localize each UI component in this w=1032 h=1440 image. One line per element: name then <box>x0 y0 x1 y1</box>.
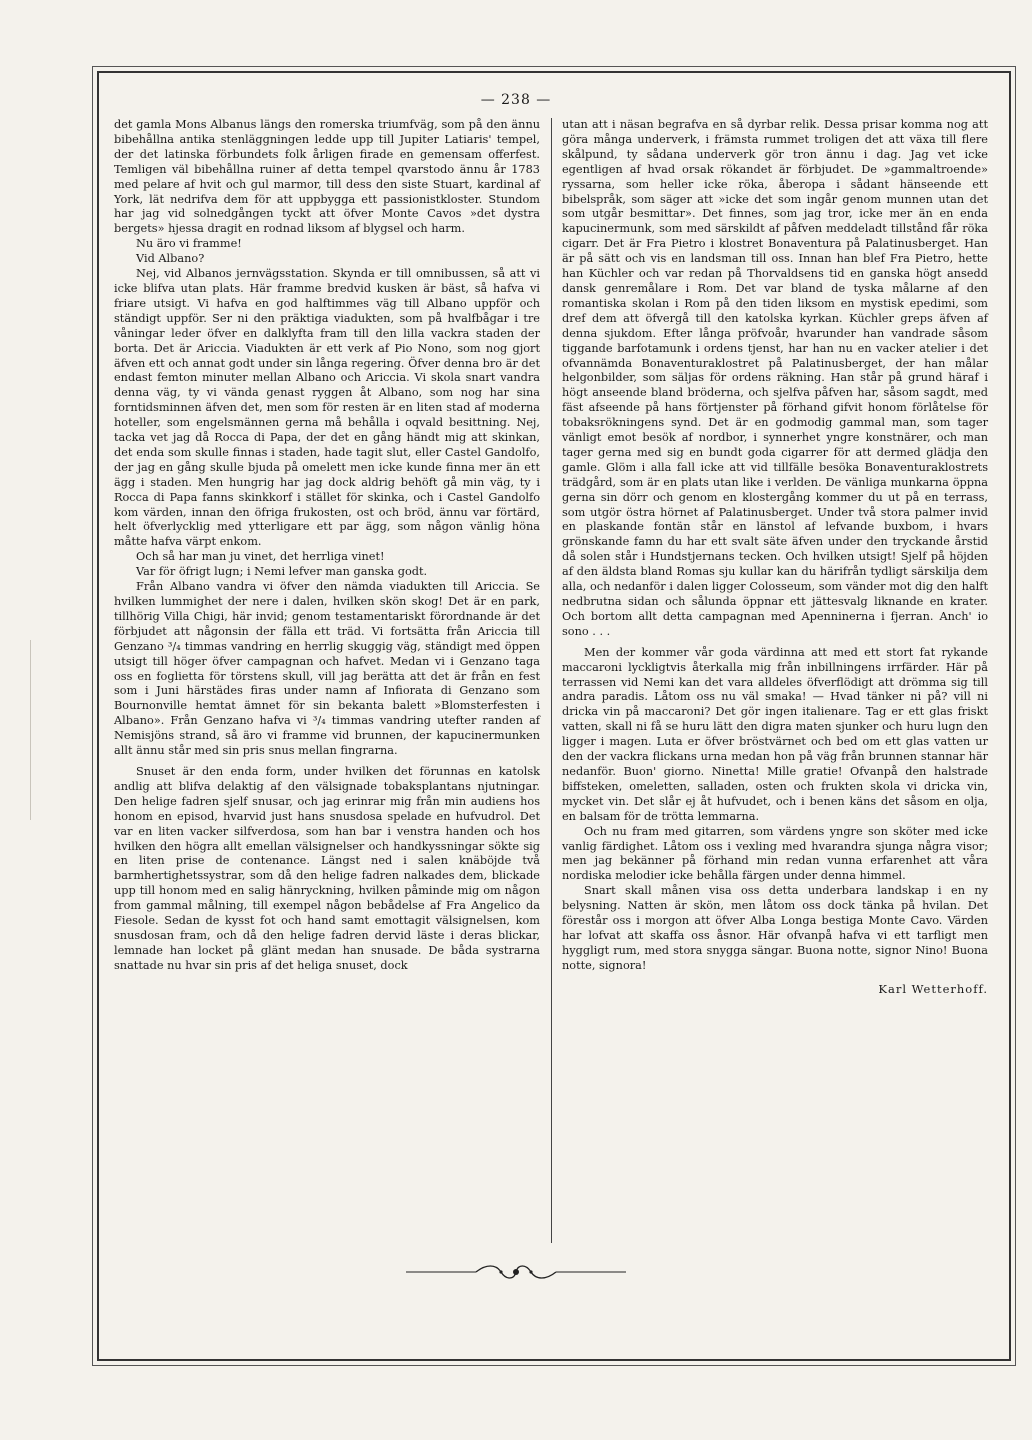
page-edge-mark <box>30 640 31 820</box>
left-column <box>114 118 540 974</box>
paragraph: Men der kommer vår goda värdinna att med ett stort fat rykande maccaroni lyckligtvis återkalla mig från inbillningens irrfärder. Här på terrassen vid Nemi kan det vara alldeles öfverflödigt att drömma sig till andra paradis. Låtom oss nu väl smaka! — Hvad tänker ni på? vill ni dricka vin på maccaroni? Det gör ingen italienare. Tag er ett glas friskt vatten, skall ni få se huru lätt den digra maten sjunker och huru lugn den ligger i magen. Luta er öfver bröstvärnet och bed om ett glas vatten ur den der vackra flickans urna medan hon på väg från brunnen stannar här nedanför. Buon' giorno. Ninetta! Mille gratie! Ofvanpå den halstrade biffsteken, omeletten, salladen, osten och frukten skola vi dricka vin, mycket vin. Det slår ej åt hufvudet, och i benen käns det såsom en olja, en balsam för de trötta lemmarna. <box>562 645 988 823</box>
paragraph: Och så har man ju vinet, det herrliga vinet! <box>136 550 385 564</box>
paragraph: Vid Albano? <box>136 252 205 266</box>
paragraph: Nej, vid Albanos jernvägsstation. Skynda er till omnibussen, så att vi icke blifva utan plats. Här framme bredvid kusken är bäst, så hafva vi friare utsigt. Vi hafva en god halftimmes väg till Albano uppför och ständigt uppför. Ser ni den präktiga viadukten, som på hvalfbågar i tre våningar leder öfver en dalklyfta fram till den lilla vackra staden der borta. Det är Ariccia. Viadukten är ett verk af Pio Nono, som nog gjort äfven ett och annat godt under sin långa regering. Öfver denna bro är det endast femton minuter mellan Albano och Ariccia. Vi skola snart vandra denna väg, ty vi vända genast ryggen åt Albano, som nog har sina forntidsminnen äfven det, men som för resten är en liten stad af moderna hoteller, som engelsmännen gerna må behålla i oqvald besittning. Nej, tacka vet jag då Rocca di Papa, der det en gång händt mig att skinkan, det enda som skulle finnas i staden, hade tagit slut, eller Castel Gandolfo, der jag en gång skulle bjuda på omelett men icke kunde finna mer än ett ägg i staden. Men hungrig har jag dock aldrig behöft gå min väg, ty i Rocca di Papa fanns skinkkorf i stället för skinka, och i Castel Gandolfo kom värden, innan den öfriga frukosten, ost och bröd, ännu var förtärd, helt öfverlycklig med ytterligare ett par ägg, som någon vänlig höna måtte hafva värpt enkom. <box>114 267 540 549</box>
paragraph: det gamla Mons Albanus längs den romerska triumfväg, som på den ännu bibehållna antika stenläggningen ledde upp till Jupiter Latiaris' tempel, der det latinska förbundets folk årligen firade en gemensam offerfest. Temligen väl bibehållna ruiner af detta tempel qvarstodo ännu år 1783 med pelare af hvit och gul marmor, till dess den siste Stuart, kardinal af York, lät nedrifva dem för att uppbygga ett passionistkloster. Stundom har jag vid solnedgången tyckt att öfver Monte Cavos »det dystra bergets» hjessa dragit en rodnad liksom af blygsel och harm. <box>114 118 540 236</box>
paragraph: Från Albano vandra vi öfver den nämda viadukten till Ariccia. Se hvilken lummighet der nere i dalen, hvilken skön skog! Det är en park, tillhörig Villa Chigi, här invid; genom testamentariskt förordnande är det förbjudet att någonsin der fälla ett träd. Vi fortsätta från Ariccia till Genzano ³/₄ timmas vandring en herrlig skuggig väg, ständigt med öppen utsigt till höger öfver campagnan och hafvet. Medan vi i Genzano taga oss en foglietta för törstens skull, vill jag berätta att det är från en fest som i Juni härstädes firas under namn af Infiorata di Genzano som Bournonville hemtat ämnet för sin bekanta balett »Blomsterfesten i Albano». Från Genzano hafva vi ³/₄ timmas vandring utefter randen af Nemisjöns strand, så äro vi framme vid brunnen, der kapucinermunken allt ännu står med sin pris snus mellan fingrarna. <box>114 580 540 758</box>
paragraph: Och nu fram med gitarren, som värdens yngre son sköter med icke vanlig färdighet. Låtom oss i vexling med hvarandra sjunga några visor; men jag bekänner på förhand min redan vunna erfarenhet att våra nordiska melodier icke behålla färgen under denna himmel. <box>562 824 988 883</box>
page-number: — 238 — <box>480 92 552 108</box>
paragraph: Var för öfrigt lugn; i Nemi lefver man ganska godt. <box>136 565 428 579</box>
paragraph: Snuset är den enda form, under hvilken det förunnas en katolsk andlig att blifva delaktig af den välsignade tobaksplantans njutningar. Den helige fadren sjelf snusar, och jag erinrar mig från min audiens hos honom en episod, hvarvid just hans snusdosa spelade en hufvudrol. Det var en liten vacker silfverdosa, som han bar i venstra handen och hos hvilken den högra allt emellan välsignelser och handkyssningar sökte sig en liten prise de contenance. Längst ned i salen knäböjde två barmhertighetssystrar, som då den helige fadren nalkades dem, blickade upp till honom med en salig hänryckning, hvilken påminde mig om någon from gammal målning, till exempel någon bebådelse af Fra Angelico da Fiesole. Sedan de kysst fot och hand samt emottagit välsignelsen, kom snusdosan fram, och då den helige fadren dervid läste i deras blickar, lemnade han locket på glänt medan han snusade. De båda systrarna snattade nu hvar sin pris af det heliga snuset, dock <box>114 764 540 972</box>
tail-piece-ornament-icon <box>0 1262 1032 1286</box>
paragraph: utan att i näsan begrafva en så dyrbar relik. Dessa prisar komma nog att göra många underverk, i främsta rummet troligen det att växa till flere skålpund, ty sådana underverk gör tron ännu i dag. Jag vet icke egentligen af hvad orsak rökandet är förbjudet. De »gammaltroende» ryssarna, som heller icke röka, åberopa i sådant hänseende ett bibelspråk, som säger att »icke det som ingår genom munnen utan det som utgår besmittar». Det finnes, som jag tror, icke mer än en enda kapucinermunk, som med särskildt af påfven meddeladt tillstånd får röka cigarr. Det är Fra Pietro i klostret Bonaventura på Palatinusberget. Han är på sätt och vis en landsman till oss. Innan han blef Fra Pietro, hette han Küchler och var redan på Thorvaldsens tid en ganska högt ansedd dansk genremålare i Rom. Det var bland de tyska målarne af den romantiska skolan i Rom på den tiden liksom en mystisk epedimi, som dref dem att öfvergå till den katolska kyrkan. Küchler greps äfven af denna sjukdom. Efter långa pröfvoår, hvarunder han vandrade såsom tiggande barfotamunk i ordens tjenst, har han nu en vacker atelier i det ofvannämda Bonaventuraklostret på Palatinusberget, der han målar helgonbilder, som säljas för ordens räkning. Han står på grund häraf i högt anseende bland bröderna, och sjelfva påfven har, såsom sagdt, med fäst afseende på hans förtjenster på förhand gifvit honom förlåtelse för tobaksrökningens synd. Det är en godmodig gammal man, som tager vänligt emot besök af nordbor, i synnerhet yngre konstnärer, och man tager gerna med sig en bundt goda cigarrer för att dermed glädja den gamle. Glöm i alla fall icke att vid tillfälle besöka Bonaventuraklostrets trädgård, som är en plats utan like i verlden. De vänliga munkarna öppna gerna sin dörr och genom en klostergång kommer du ut på en terrass, som utgör östra hörnet af Palatinusberget. Under två stora palmer invid en plaskande fontän står en länstol af lefvande buxbom, i hvars grönskande famn du har ett svalt säte äfven under den tryckande årstid då solen står i Hundstjernans tecken. Och hvilken utsigt! Sjelf på höjden af den äldsta bland Romas sju kullar kan du härifrån tydligt särskilja dem alla, och nedanför i dalen ligger Colosseum, som vänder mot dig den halft nedbrutna sidan och sålunda öppnar ett jättesvalg liknande en krater. Och bortom allt detta campagnan med Apenninerna i fjerran. Anch' io sono . . . <box>562 118 988 638</box>
column-divider <box>551 118 552 1243</box>
author-signature: Karl Wetterhoff. <box>878 981 988 996</box>
paragraph: Nu äro vi framme! <box>136 237 242 251</box>
paragraph: Snart skall månen visa oss detta underbara landskap i en ny belysning. Natten är skön, men låtom oss dock tänka på hvilan. Det förestår oss i morgon att öfver Alba Longa bestiga Monte Cavo. Värden har lofvat att skaffa oss åsnor. Här ofvanpå hafva vi ett tarfligt men hyggligt rum, med stora snygga sängar. Buona notte, signor Nino! Buona notte, signora! <box>562 884 988 972</box>
right-column <box>562 118 988 997</box>
